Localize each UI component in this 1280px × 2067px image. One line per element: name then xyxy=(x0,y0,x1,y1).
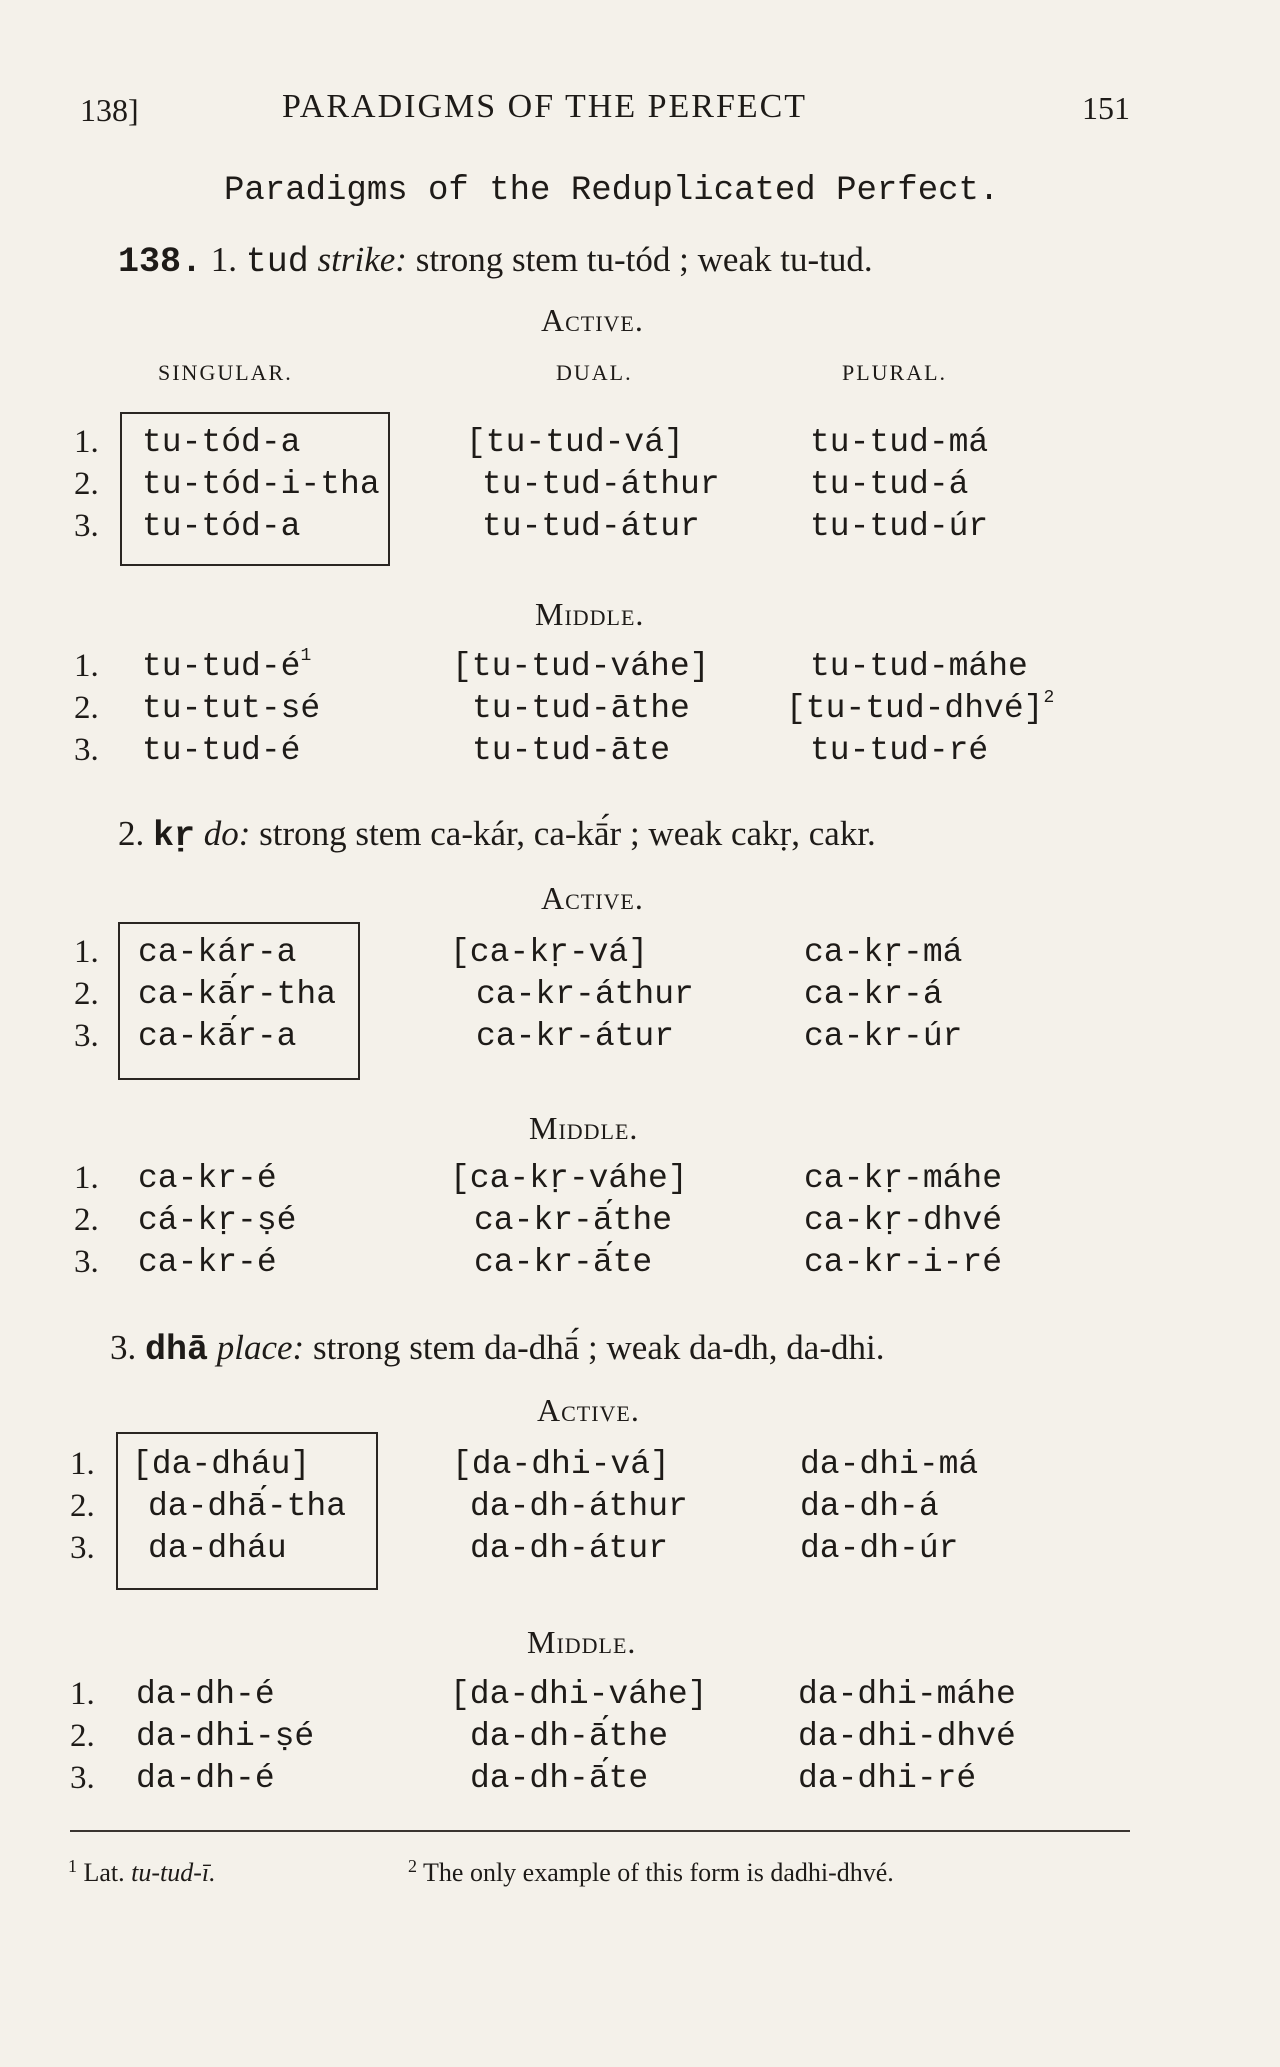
person-3: 3. xyxy=(70,1530,95,1566)
form: ca-kr-áthur xyxy=(476,976,694,1013)
form: da-dh-á xyxy=(800,1488,939,1525)
form: ca-kṛ-má xyxy=(804,934,963,971)
form: tu-tud-úr xyxy=(810,508,989,545)
form: ca-kr-úr xyxy=(804,1018,963,1055)
section-marker: 138] xyxy=(80,92,139,128)
form: ca-kr-átur xyxy=(476,1018,675,1055)
form: [da-dhi-vá] xyxy=(452,1446,670,1483)
voice-label-active: Active. xyxy=(537,1392,640,1428)
form: ca-kr-é xyxy=(138,1160,277,1197)
form: da-dh-áthur xyxy=(470,1488,688,1525)
form: tu-tut-sé xyxy=(142,690,321,727)
footnote-divider xyxy=(70,1830,1130,1832)
voice-label-active: Active. xyxy=(541,302,644,338)
form: [ca-kṛ-vá] xyxy=(450,934,649,971)
form: ca-kr-é xyxy=(138,1244,277,1281)
form: [ca-kṛ-váhe] xyxy=(450,1160,688,1197)
section-number: 2. xyxy=(118,814,145,853)
section-2-heading xyxy=(118,814,876,856)
person-2: 2. xyxy=(70,1718,95,1754)
page-number: 151 xyxy=(1082,90,1130,126)
form: da-dhi-má xyxy=(800,1446,979,1483)
person-1: 1. xyxy=(70,1446,95,1482)
form: tu-tud-á xyxy=(810,466,969,503)
meaning: do: xyxy=(203,814,251,853)
person-1: 1. xyxy=(74,648,99,684)
root: tud xyxy=(245,242,309,282)
form: tu-tód-a xyxy=(142,424,301,461)
voice-label-middle: Middle. xyxy=(529,1110,639,1146)
form: da-dhi-máhe xyxy=(798,1676,1016,1713)
form: ca-kr-á xyxy=(804,976,943,1013)
root: kṛ xyxy=(153,816,196,856)
page-title: Paradigms of the Reduplicated Perfect. xyxy=(224,172,1000,210)
person-1: 1. xyxy=(74,424,99,460)
voice-label-middle: Middle. xyxy=(535,596,645,632)
form: ca-kā́r-a xyxy=(138,1018,297,1055)
person-2: 2. xyxy=(70,1488,95,1524)
form: tu-tód-a xyxy=(142,508,301,545)
form: tu-tud-ré xyxy=(810,732,989,769)
person-3: 3. xyxy=(70,1760,95,1796)
form: [da-dháu] xyxy=(132,1446,311,1483)
stem-description: strong stem tu-tód ; weak tu-tud. xyxy=(415,240,873,279)
running-title: PARADIGMS OF THE PERFECT xyxy=(282,88,808,125)
footnote-mark: 1 xyxy=(68,1856,77,1876)
form: ca-kā́r-tha xyxy=(138,976,337,1013)
section-1-heading xyxy=(118,240,873,282)
form: [da-dhi-váhe] xyxy=(450,1676,708,1713)
person-3: 3. xyxy=(74,1244,99,1280)
person-2: 2. xyxy=(74,690,99,726)
person-1: 1. xyxy=(70,1676,95,1712)
form: ca-kr-ā́the xyxy=(474,1202,673,1239)
form: da-dhi-dhvé xyxy=(798,1718,1016,1755)
column-header-dual: DUAL. xyxy=(556,360,633,385)
footnote-mark[interactable]: 2 xyxy=(1043,688,1055,708)
form: tu-tud-átur xyxy=(482,508,700,545)
form: $tu-tud-é^1$ xyxy=(142,646,312,685)
form: ca-kár-a xyxy=(138,934,297,971)
form: ca-kr-ā́te xyxy=(474,1244,653,1281)
voice-label-middle: Middle. xyxy=(527,1624,637,1660)
form: ca-kṛ-máhe xyxy=(804,1160,1003,1197)
footnote-2: $^2$ The only example of this form is dadhi-dhvé. xyxy=(408,1856,894,1887)
footnote-mark: 2 xyxy=(408,1856,417,1876)
form: da-dh-ā́te xyxy=(470,1760,649,1797)
person-1: 1. xyxy=(74,934,99,970)
form: tu-tud-āte xyxy=(472,732,671,769)
form: tu-tud-máhe xyxy=(810,648,1028,685)
person-3: 3. xyxy=(74,508,99,544)
person-3: 3. xyxy=(74,732,99,768)
form: [tu-tud-váhe] xyxy=(452,648,710,685)
paragraph-number: 138. xyxy=(118,242,203,282)
form: da-dh-átur xyxy=(470,1530,669,1567)
form: [tu-tud-dhvé]$^2$ xyxy=(786,688,1055,727)
form: tu-tud-āthe xyxy=(472,690,690,727)
person-2: 2. xyxy=(74,976,99,1012)
person-1: 1. xyxy=(74,1160,99,1196)
form: da-dh-é xyxy=(136,1760,275,1797)
person-2: 2. xyxy=(74,466,99,502)
section-3-heading xyxy=(110,1328,884,1370)
stem-description: strong stem da-dhā́ ; weak da-dh, da-dhi. xyxy=(312,1328,885,1367)
form: da-dhi-ré xyxy=(798,1760,977,1797)
form: da-dháu xyxy=(148,1530,287,1567)
form: tu-tud-áthur xyxy=(482,466,720,503)
form: da-dh-ā́the xyxy=(470,1718,669,1755)
section-number: 1. xyxy=(210,240,238,279)
meaning: strike: xyxy=(317,240,407,279)
section-number: 3. xyxy=(110,1328,137,1367)
footnote-1: $^1$ Lat. tu-tud-ī. xyxy=(68,1856,216,1887)
column-header-singular: SINGULAR. xyxy=(158,360,293,385)
form: tu-tud-é xyxy=(142,732,301,769)
person-3: 3. xyxy=(74,1018,99,1054)
form: tu-tód-i-tha xyxy=(142,466,380,503)
person-2: 2. xyxy=(74,1202,99,1238)
form: [tu-tud-vá] xyxy=(466,424,684,461)
meaning: place: xyxy=(216,1328,305,1367)
form: da-dh-é xyxy=(136,1676,275,1713)
form: cá-kṛ-ṣé xyxy=(138,1202,297,1239)
form: ca-kr-i-ré xyxy=(804,1244,1003,1281)
form: da-dh-úr xyxy=(800,1530,959,1567)
column-header-plural: PLURAL. xyxy=(842,360,948,385)
form: da-dhā́-tha xyxy=(148,1488,347,1525)
stem-description: strong stem ca-kár, ca-kā́r ; weak cakṛ, cakr. xyxy=(259,814,876,853)
form: tu-tud-má xyxy=(810,424,989,461)
voice-label-active: Active. xyxy=(541,880,644,916)
footnote-mark[interactable]: 1 xyxy=(300,646,312,666)
form: da-dhi-ṣé xyxy=(136,1718,315,1755)
form: ca-kṛ-dhvé xyxy=(804,1202,1003,1239)
root: dhā xyxy=(145,1330,209,1370)
